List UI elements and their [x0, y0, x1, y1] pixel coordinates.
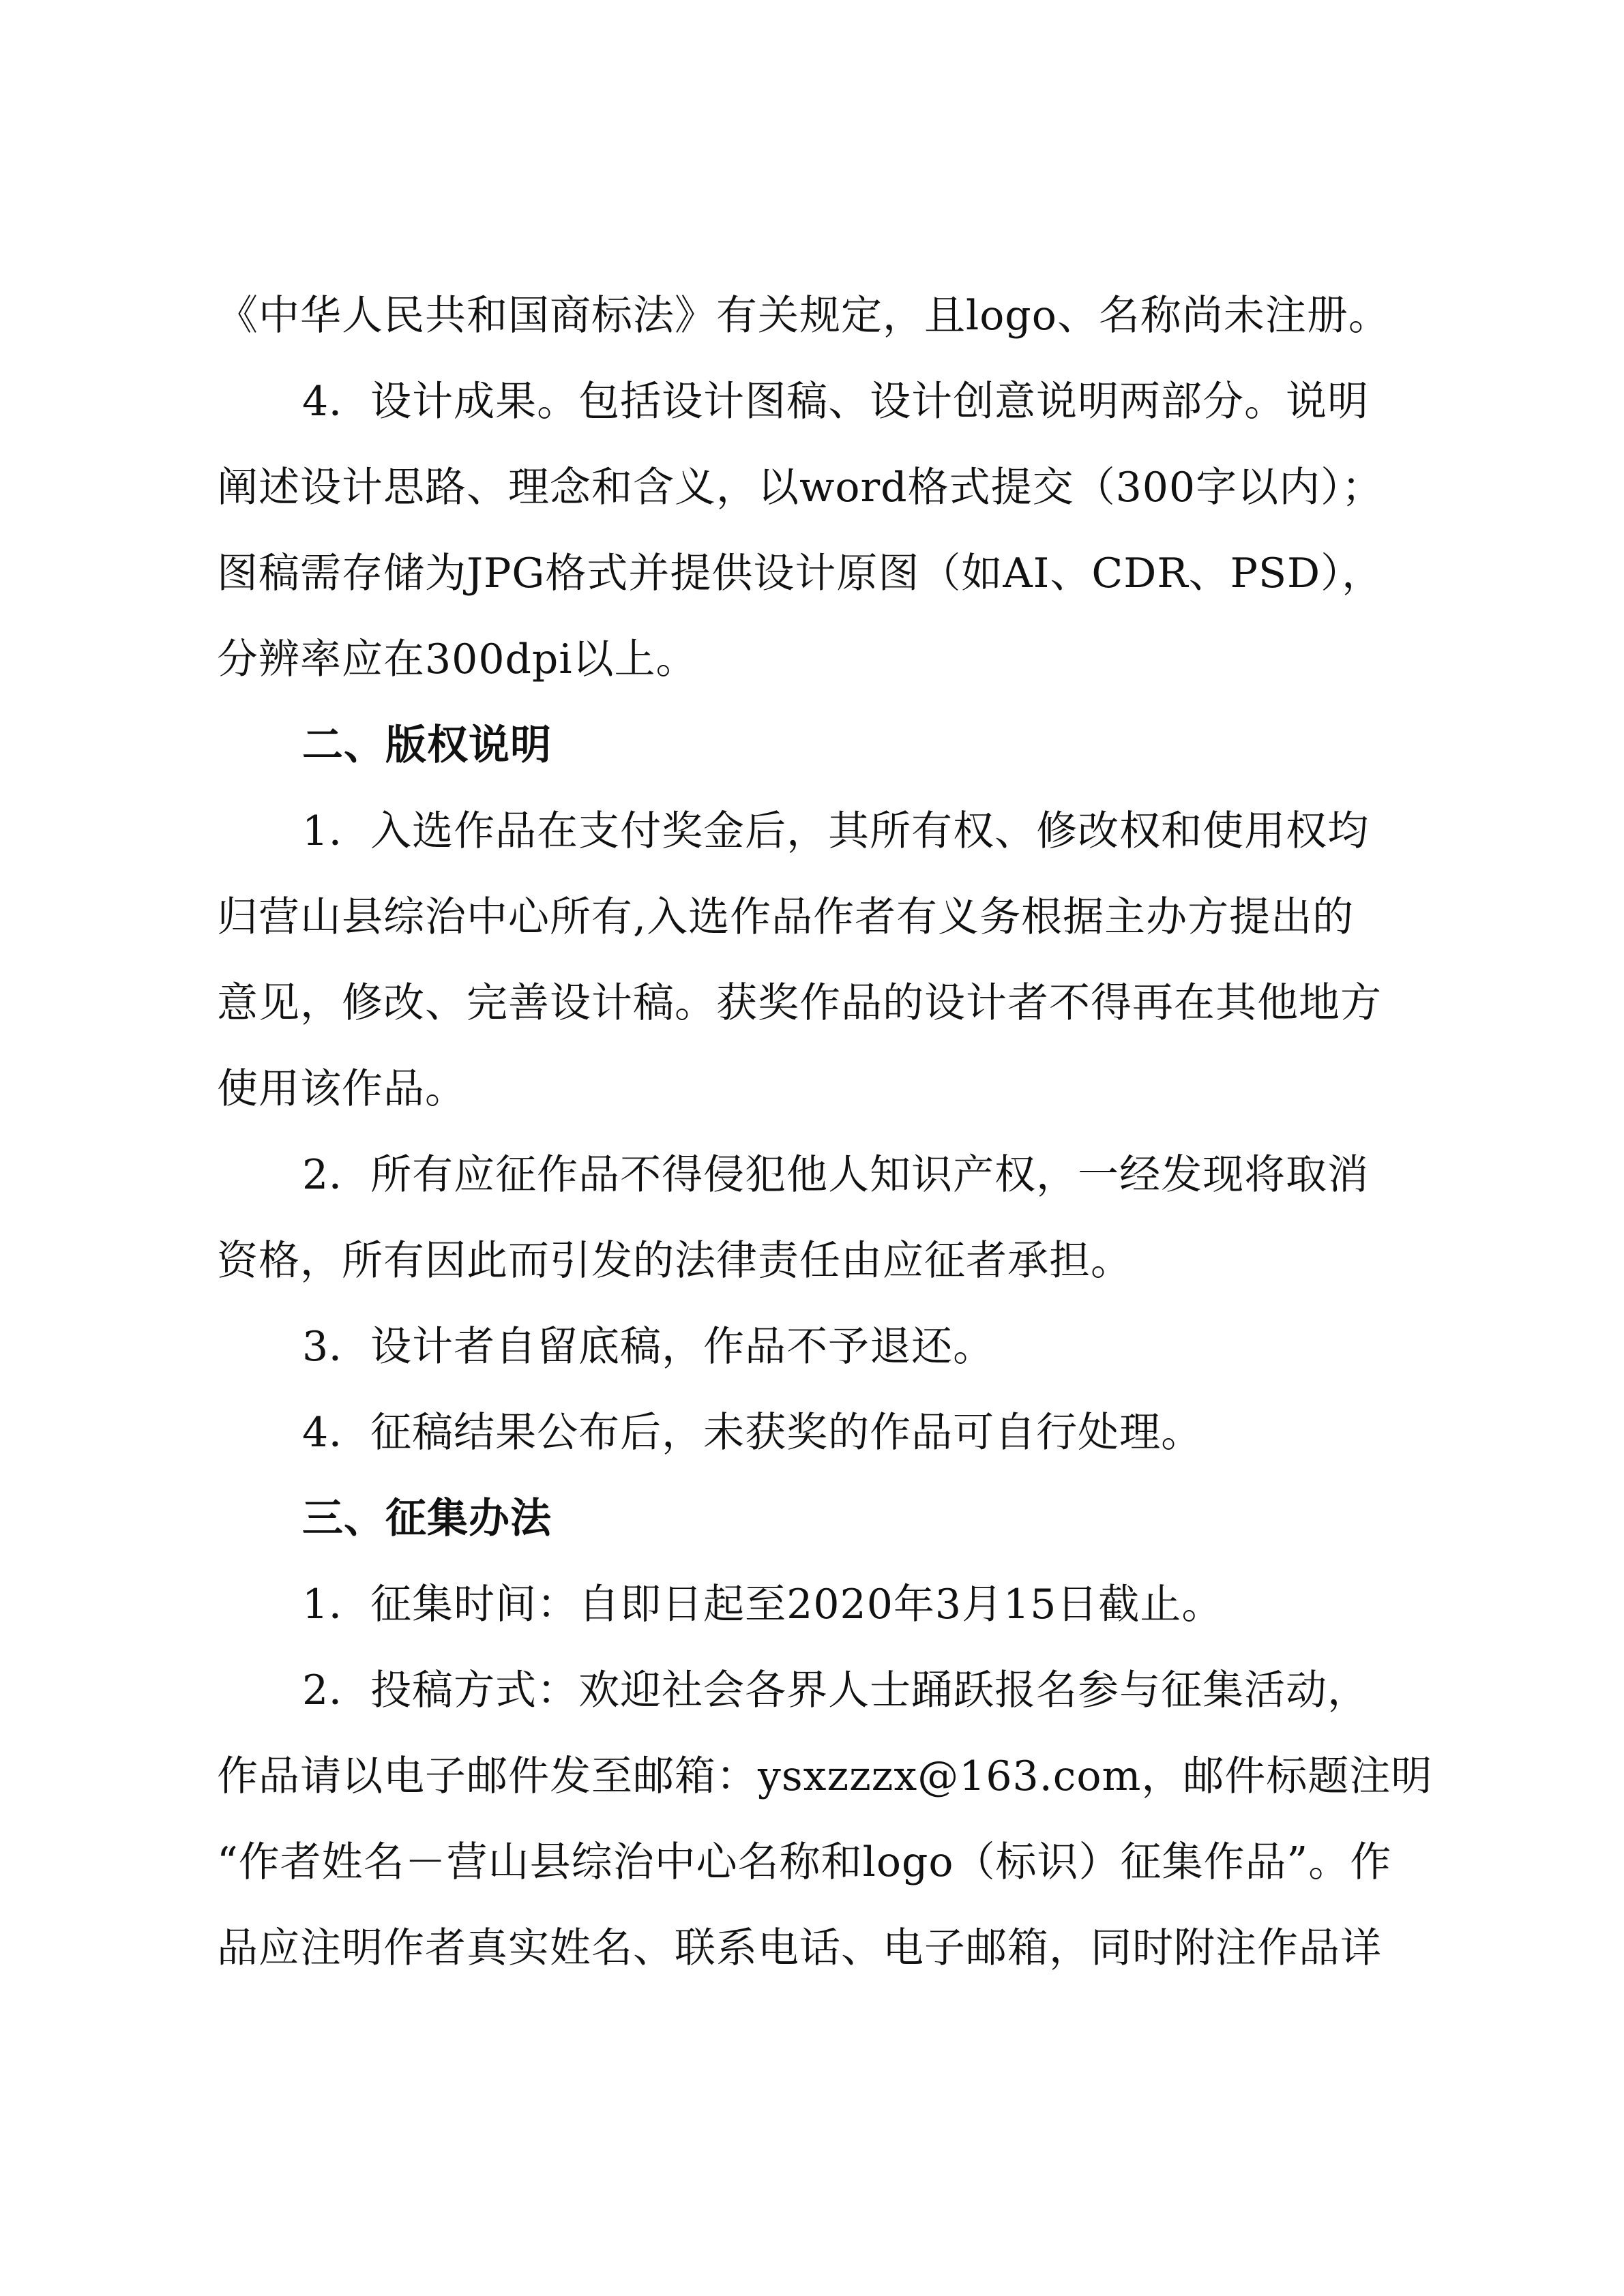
text-line-20: 品应注明作者真实姓名、联系电话、电子邮箱，同时附注作品详: [217, 1924, 1382, 1972]
text-line-12: 资格，所有因此而引发的法律责任由应征者承担。: [217, 1237, 1132, 1285]
copyright-item-4: 4．征稿结果公布后，未获奖的作品可自行处理。: [302, 1409, 1203, 1457]
collection-item-2: 2．投稿方式：欢迎社会各界人士踊跃报名参与征集活动，: [302, 1667, 1370, 1714]
copyright-item-1: 1．入选作品在支付奖金后，其所有权、修改权和使用权均: [302, 807, 1370, 855]
text-line-4: 图稿需存储为JPG格式并提供设计原图（如AI、CDR、PSD），: [217, 550, 1384, 597]
copyright-item-3: 3．设计者自留底稿，作品不予退还。: [302, 1323, 995, 1371]
item-design-output: 4．设计成果。包括设计图稿、设计创意说明两部分。说明: [302, 378, 1370, 426]
section-heading-collection: 三、征集办法: [302, 1495, 552, 1542]
text-line-10: 使用该作品。: [217, 1065, 467, 1113]
section-heading-copyright: 二、版权说明: [302, 721, 552, 769]
text-line-18: 作品请以电子邮件发至邮箱：ysxzzzx@163.com，邮件标题注明: [217, 1753, 1433, 1800]
text-line-9: 意见，修改、完善设计稿。获奖作品的设计者不得再在其他地方: [217, 979, 1382, 1027]
text-line-1: 《中华人民共和国商标法》有关规定，且logo、名称尚未注册。: [217, 292, 1390, 340]
text-line-8: 归营山县综治中心所有,入选作品作者有义务根据主办方提出的: [217, 893, 1355, 941]
copyright-item-2: 2．所有应征作品不得侵犯他人知识产权，一经发现将取消: [302, 1151, 1370, 1199]
collection-item-1: 1．征集时间：自即日起至2020年3月15日截止。: [302, 1581, 1224, 1628]
text-line-5: 分辨率应在300dpi以上。: [217, 636, 698, 683]
text-line-19: “作者姓名－营山县综治中心名称和logo（标识）征集作品”。作: [217, 1838, 1392, 1886]
text-line-3: 阐述设计思路、理念和含义，以word格式提交（300字以内）；: [217, 464, 1384, 511]
